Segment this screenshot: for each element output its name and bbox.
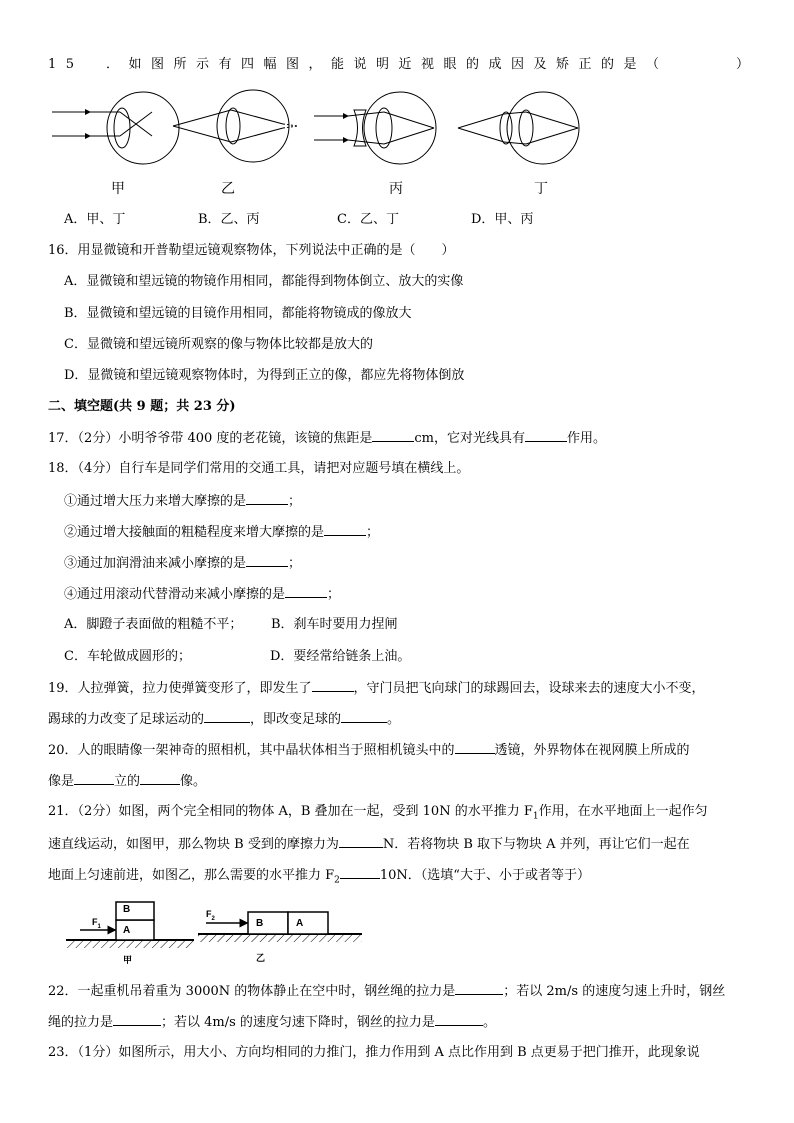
q21-force-f1-label: $F_1$ xyxy=(92,917,101,930)
q15-stem: 15 ．如图所示有四幅图，能说明近视眼的成因及矫正的是（ ） xyxy=(48,57,759,72)
q16-option-c[interactable]: C．显微镜和望远镜所观察的像与物体比较都是放大的 xyxy=(64,337,373,352)
q18-blank-3[interactable] xyxy=(246,555,288,567)
q22-blank-3[interactable] xyxy=(435,1014,483,1026)
q15-option-a[interactable]: A．甲、丁 xyxy=(64,212,126,227)
q15-option-c[interactable]: C．乙、丁 xyxy=(337,212,399,227)
caption-jia: 甲 xyxy=(111,181,125,197)
q21-force-f2-label: $F_2$ xyxy=(206,909,215,922)
eye-diagram-bing xyxy=(314,92,436,164)
q20-blank-3[interactable] xyxy=(140,773,180,785)
q19-blank-3[interactable] xyxy=(341,711,387,723)
q16-option-b[interactable]: B．显微镜和望远镜的目镜作用相同，都能将物镜成的像放大 xyxy=(64,306,412,321)
q21-jia-block-a: A xyxy=(123,925,131,936)
caption-bing: 丙 xyxy=(389,181,403,197)
q21-blank-2[interactable] xyxy=(340,867,380,879)
q22-blank-1[interactable] xyxy=(455,983,503,995)
q16-stem: 16．用显微镜和开普勒望远镜观察物体，下列说法中正确的是（ ） xyxy=(48,243,455,258)
section-heading: 二、填空题(共 9 题；共 23 分) xyxy=(48,399,236,414)
q17-blank-1[interactable] xyxy=(372,430,414,442)
caption-yi: 乙 xyxy=(221,181,235,197)
q18-option-c[interactable]: C．车轮做成圆形的； xyxy=(64,649,191,664)
eye-diagram-jia xyxy=(52,92,179,164)
q19-blank-1[interactable] xyxy=(312,680,354,692)
q19-line-1: 19．人拉弹簧，拉力使弹簧变形了，即发生了 ，守门员把飞向球门的球踢回去，设球来去的速度大小不变， xyxy=(48,681,705,696)
q17-blank-2[interactable] xyxy=(525,430,567,442)
q21-yi-block-a: A xyxy=(296,918,304,929)
q21-line-2: 速直线运动，如图甲，那么物块 B 受到的摩擦力为 N．若将物块 B 取下与物块 A 并列，再让它们一起在 xyxy=(48,837,690,852)
q18-blank-4[interactable] xyxy=(285,586,327,598)
q23-line-1: 23．（1分）如图所示，用大小、方向均相同的力推门，推力作用到 A 点比作用到 B 点更易于把门推开，此现象说 xyxy=(48,1045,700,1060)
q20-line-1: 20．人的眼睛像一架神奇的照相机，其中晶状体相当于照相机镜头中的 透镜，外界物体在视网膜上所成的 xyxy=(48,743,690,758)
q18-option-b[interactable]: B．刹车时要用力捏闸 xyxy=(271,617,398,632)
q21-caption-jia: 甲 xyxy=(123,956,133,966)
q15-option-b[interactable]: B．乙、丙 xyxy=(198,212,260,227)
q20-blank-1[interactable] xyxy=(455,742,495,754)
q20-line-2: 像是 立的 像。 xyxy=(48,774,207,789)
q18-options-row-1 xyxy=(64,617,398,633)
q21-figure-yi xyxy=(198,912,362,942)
q18-option-a[interactable]: A．脚蹬子表面做的粗糙不平； xyxy=(64,617,243,632)
q18-item-2: ②通过增大接触面的粗糙程度来增大摩擦的是 ； xyxy=(64,525,380,540)
q16-option-d[interactable]: D．显微镜和望远镜观察物体时，为得到正立的像，都应先将物体倒放 xyxy=(64,368,465,383)
q18-option-d[interactable]: D．要经常给链条上油。 xyxy=(270,649,411,664)
q18-blank-1[interactable] xyxy=(246,493,288,505)
q15-options xyxy=(64,212,533,228)
q16-option-a[interactable]: A．显微镜和望远镜的物镜作用相同，都能得到物体倒立、放大的实像 xyxy=(64,274,464,289)
q21-line-3: 地面上匀速前进，如图乙，那么需要的水平推力 $F_2$ 10N．（选填“大于、小于或者等于） xyxy=(48,868,590,886)
q21-jia-block-b: B xyxy=(123,904,131,915)
q22-line-2: 绳的拉力是 ；若以 4m/s 的速度匀速下降时，钢丝的拉力是 。 xyxy=(48,1015,496,1030)
q15-option-d[interactable]: D．甲、丙 xyxy=(471,212,534,227)
q19-blank-2[interactable] xyxy=(204,711,250,723)
q20-blank-2[interactable] xyxy=(74,773,114,785)
q21-blank-1[interactable] xyxy=(339,836,383,848)
eye-diagram-yi xyxy=(173,90,298,162)
q18-stem: 18．（4分）自行车是同学们常用的交通工具，请把对应题号填在横线上。 xyxy=(48,461,470,476)
q18-options-row-2 xyxy=(64,649,410,665)
q21-yi-block-b: B xyxy=(256,918,264,929)
q19-line-2: 踢球的力改变了足球运动的 ，即改变足球的 。 xyxy=(48,712,401,727)
q22-line-1: 22．一起重机吊着重为 3000N 的物体静止在空中时，钢丝绳的拉力是 ；若以 2m/s 的速度匀速上升时，钢丝 xyxy=(48,984,726,999)
q15-eye-figures xyxy=(48,88,588,176)
q18-item-3: ③通过加润滑油来减小摩擦的是 ； xyxy=(64,556,302,571)
q21-figure xyxy=(66,898,376,970)
q17: 17．（2分）小明爷爷带 400 度的老花镜，该镜的焦距是 cm，它对光线具有 作用。 xyxy=(48,431,607,446)
q18-blank-2[interactable] xyxy=(324,524,366,536)
q22-blank-2[interactable] xyxy=(113,1014,161,1026)
q21-caption-yi: 乙 xyxy=(256,954,266,964)
q18-item-1: ①通过增大压力来增大摩擦的是 ； xyxy=(64,494,302,509)
caption-ding: 丁 xyxy=(534,181,548,197)
eye-diagram-ding xyxy=(458,92,579,164)
q21-line-1: 21．（2分）如图，两个完全相同的物体 A，B 叠加在一起，受到 10N 的水平推力 $F_1$作用，在水平地面上一起作匀 xyxy=(48,804,708,822)
q18-item-4: ④通过用滚动代替滑动来减小摩擦的是 ； xyxy=(64,587,341,602)
